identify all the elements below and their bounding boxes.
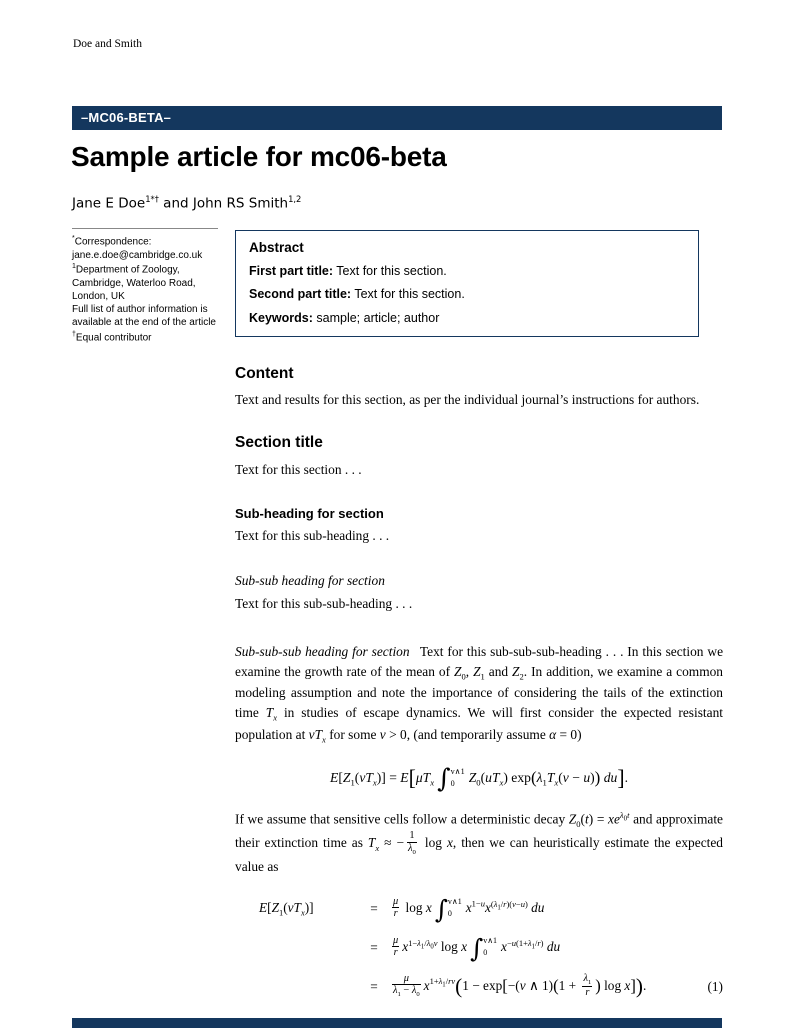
sub-sub-sub-paragraph: Sub-sub-sub heading for section Text for this sub-sub-sub-heading . . . In this section we examine the growth rate of the mean of $Z_0$, $Z_1$ and $Z_2$. In addition, we examine a common modeling assumption and note the importance of considering the tails of the extinction time $T_x$ in studies of escape dynamics. We will first consider the expected resistant population at $vT_x$ for some v > 0, (and temporarily assume α = 0) — [235, 643, 724, 745]
equation-relation: = — [370, 900, 378, 916]
equation-rhs: $\frac{\mu}{\lambda_1 - \lambda_0}$ $x^{1+\lambda_1/rv}(1 - \exp[-(v$ ∧ 1)(1 + $\frac{\lambda_1}{r}$ ) log x]). — [393, 972, 647, 999]
running-header: Doe and Smith — [73, 38, 142, 50]
section-title-heading: Section title — [235, 434, 323, 452]
sub-sub-heading: Sub-sub heading for section — [235, 573, 385, 589]
abstract-keywords — [249, 310, 685, 326]
sub-paragraph: Text for this sub-heading . . . — [235, 528, 390, 544]
equation-array — [235, 889, 723, 1006]
abstract-first-part — [249, 263, 685, 279]
equal-contributor-note: †Equal contributor — [72, 330, 152, 344]
equation-relation: = — [370, 939, 378, 955]
equation-row — [259, 889, 723, 928]
content-paragraph: Text and results for this section, as per the individual journal’s instructions for authors. — [235, 392, 700, 408]
section-paragraph: Text for this section . . . — [235, 461, 362, 477]
correspondence-note: *Correspondence: jane.e.doe@cambridge.co.uk — [72, 235, 203, 261]
abstract-box — [235, 230, 699, 337]
footer-bar — [72, 1018, 722, 1028]
abstract-second-part-text: Text for this section. — [354, 287, 465, 302]
display-equation: $E[Z_1(vT_x)] = E[\mu T_x$ ∫ v∧1 0 $Z_0(uT_x) \exp(\lambda_1T_x(v - u))$ du]. — [330, 764, 628, 795]
abstract-second-part-label: Second part title: — [249, 287, 352, 302]
author-info-sidebar — [72, 228, 218, 344]
equation-rhs: $\frac{\mu}{r}$ $x^{1-\lambda_1/\lambda_0v}$ log x ∫ v∧1 0 $x^{-u(1+\lambda_1/r)}$ du — [393, 933, 561, 963]
abstract-keywords-label: Keywords: — [249, 310, 313, 325]
article-title: Sample article for mc06-beta — [71, 141, 447, 172]
abstract-second-part — [249, 286, 685, 302]
journal-banner: –MC06-BETA– — [72, 106, 722, 130]
abstract-heading: Abstract — [249, 240, 304, 255]
abstract-first-part-label: First part title: — [249, 264, 334, 278]
equation-number: (1) — [707, 978, 723, 994]
equation-row — [259, 967, 723, 1006]
author-info-note: Full list of author information is available at the end of the article — [72, 304, 216, 329]
abstract-first-part-text: Text for this section. — [336, 264, 447, 278]
equation-relation: = — [370, 978, 378, 994]
equation-lhs: $E[Z_1(vT_x)]$ — [259, 900, 314, 918]
after-equation-paragraph: If we assume that sensitive cells follow a deterministic decay $Z_0(t) = xe^{\lambda_0t}$ and approximate their extinction time as $T_x$ ≈ − $\frac{1}{\lambda_0}$ log x, then we can heuristically estimate the expected value as — [235, 810, 723, 875]
equation-row — [259, 928, 723, 967]
affiliation-note: $^1$Department of Zoology, Cambridge, Waterloo Road, London, UK — [72, 262, 196, 302]
equation-rhs: $\frac{\mu}{r}$ log x ∫ v∧1 0 $x^{1-u}x^{(\lambda_1/r)(v-u)}$ du — [393, 894, 545, 924]
abstract-keywords-text: sample; article; author — [316, 310, 440, 325]
authors-line: Jane E Doe$^{1*\dagger}$ and John RS Smith$^{1,2}$ — [72, 194, 302, 212]
sub-heading: Sub-heading for section — [235, 505, 384, 521]
content-heading: Content — [235, 365, 294, 382]
article-body — [235, 362, 723, 1006]
sub-sub-paragraph: Text for this sub-sub-heading . . . — [235, 596, 413, 612]
